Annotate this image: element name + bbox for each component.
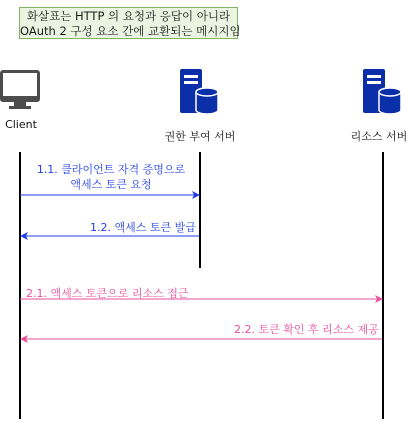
message-label-2-2: 2.2. 토큰 확인 후 리소스 제공 bbox=[234, 323, 379, 336]
message-label-1-2: 1.2. 액세스 토큰 발급 bbox=[90, 221, 196, 234]
actor-label-client: Client bbox=[5, 118, 37, 131]
message-label-2-1: 2.1. 액세스 토큰으로 리소스 접근 bbox=[26, 287, 189, 300]
message-label-1-1-line1: 1.1. 클라이언트 자격 증명으로 bbox=[36, 163, 186, 176]
message-label-1-1-line2: 액세스 토큰 요청 bbox=[70, 178, 152, 191]
note-line-1: 화살표는 HTTP 의 요청과 응답이 아니라 bbox=[26, 9, 231, 23]
actor-label-resource-server: 리소스 서버 bbox=[350, 130, 408, 143]
actor-label-auth-server: 권한 부여 서버 bbox=[164, 130, 236, 143]
note-line-2: OAuth 2 구성 요소 간에 교환되는 메시지임 bbox=[20, 24, 241, 38]
message-label-1-1 bbox=[37, 162, 185, 192]
monitor-icon bbox=[0, 70, 40, 109]
server-database-icon bbox=[180, 69, 218, 114]
server-database-icon bbox=[363, 69, 401, 114]
